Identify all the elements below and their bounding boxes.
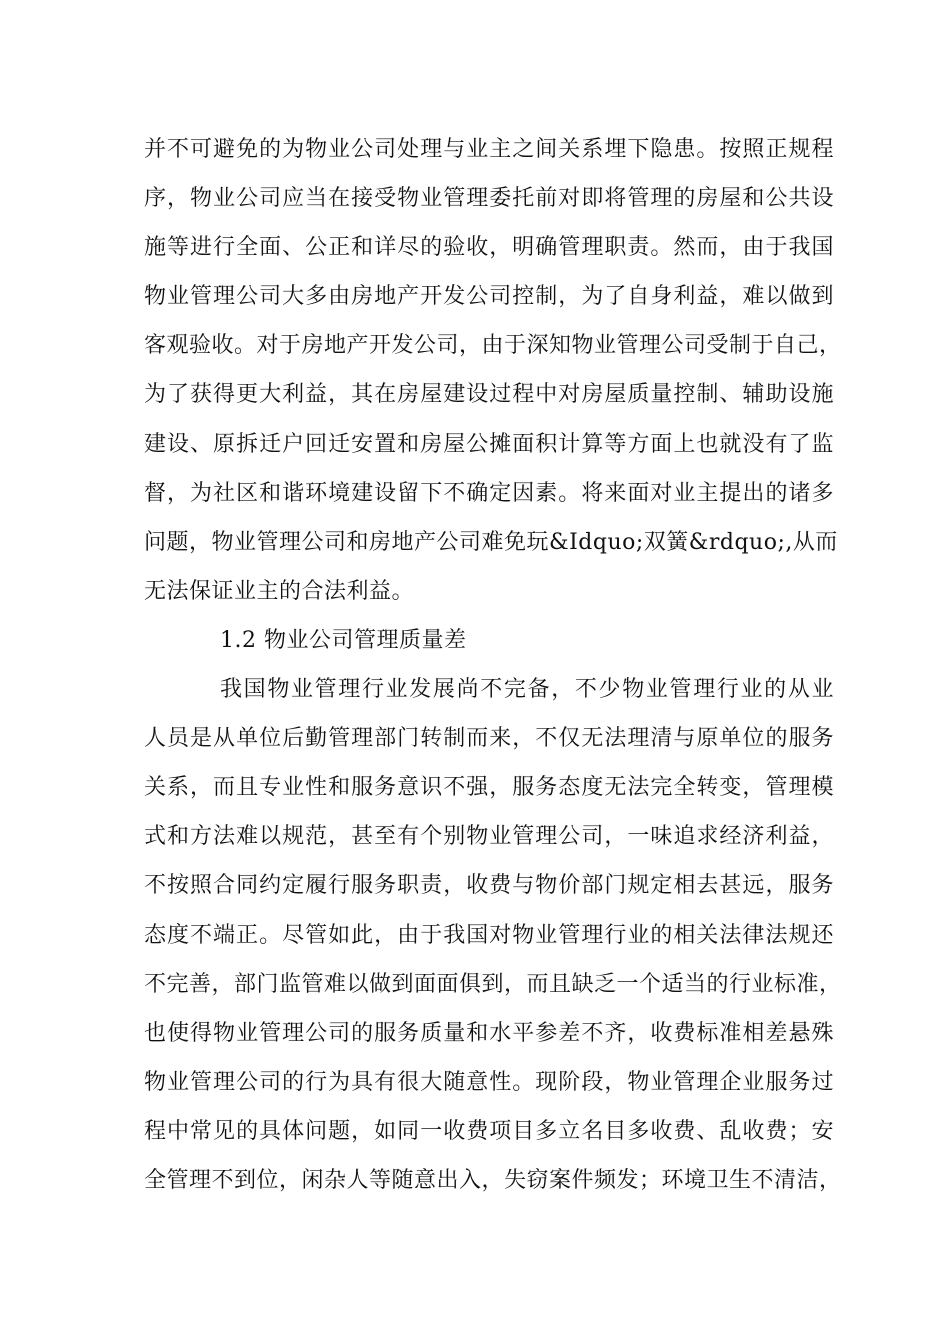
text-line: 建设、原拆迁户回迁安置和房屋公摊面积计算等方面上也就没有了监 [144, 431, 834, 457]
text-line: 序，物业公司应当在接受物业管理委托前对即将管理的房屋和公共设 [144, 186, 834, 212]
text-line: 物业管理公司的行为具有很大随意性。现阶段，物业管理企业服务过 [144, 1069, 834, 1095]
text-line: 客观验收。对于房地产开发公司，由于深知物业管理公司受制于自己， [144, 333, 842, 359]
text-line: 督，为社区和谐环境建设留下不确定因素。将来面对业主提出的诸多 [144, 480, 834, 506]
text-line: 我国物业管理行业发展尚不完备，不少物业管理行业的从业 [220, 677, 834, 703]
text-line: 关系，而且专业性和服务意识不强，服务态度无法完全转变，管理模 [144, 775, 834, 801]
paragraph-2 [144, 665, 842, 1205]
text-line: 物业管理公司大多由房地产开发公司控制，为了自身利益，难以做到 [144, 284, 834, 310]
text-line: 无法保证业主的合法利益。 [144, 578, 415, 604]
text-line: 为了获得更大利益，其在房屋建设过程中对房屋质量控制、辅助设施 [144, 382, 834, 408]
text-line: 不完善，部门监管难以做到面面俱到，而且缺乏一个适当的行业标准， [144, 971, 842, 997]
text-line: 施等进行全面、公正和详尽的验收，明确管理职责。然而，由于我国 [144, 235, 834, 261]
text-line: 人员是从单位后勤管理部门转制而来，不仅无法理清与原单位的服务 [144, 726, 834, 752]
text-line: 不按照合同约定履行服务职责，收费与物价部门规定相去甚远，服务 [144, 873, 834, 899]
text-line: 并不可避免的为物业公司处理与业主之间关系埋下隐患。按照正规程 [144, 137, 834, 162]
text-line: 程中常见的具体问题，如同一收费项目多立名目多收费、乱收费；安 [144, 1118, 834, 1144]
section-heading: 1.2 物业公司管理质量差 [220, 627, 467, 653]
paragraph-1 [144, 125, 842, 616]
text-line: 全管理不到位，闲杂人等随意出入，失窃案件频发；环境卫生不清洁， [144, 1167, 842, 1193]
text-line: 式和方法难以规范，甚至有个别物业管理公司，一味追求经济利益， [144, 824, 834, 850]
text-line: 态度不端正。尽管如此，由于我国对物业管理行业的相关法律法规还 [144, 922, 834, 948]
text-line: 也使得物业管理公司的服务质量和水平参差不齐，收费标准相差悬殊 [144, 1020, 834, 1046]
document-body [144, 125, 842, 1205]
text-line: 问题，物业管理公司和房地产公司难免玩&Idquo;双簧&rdquo;,从而 [144, 529, 838, 555]
